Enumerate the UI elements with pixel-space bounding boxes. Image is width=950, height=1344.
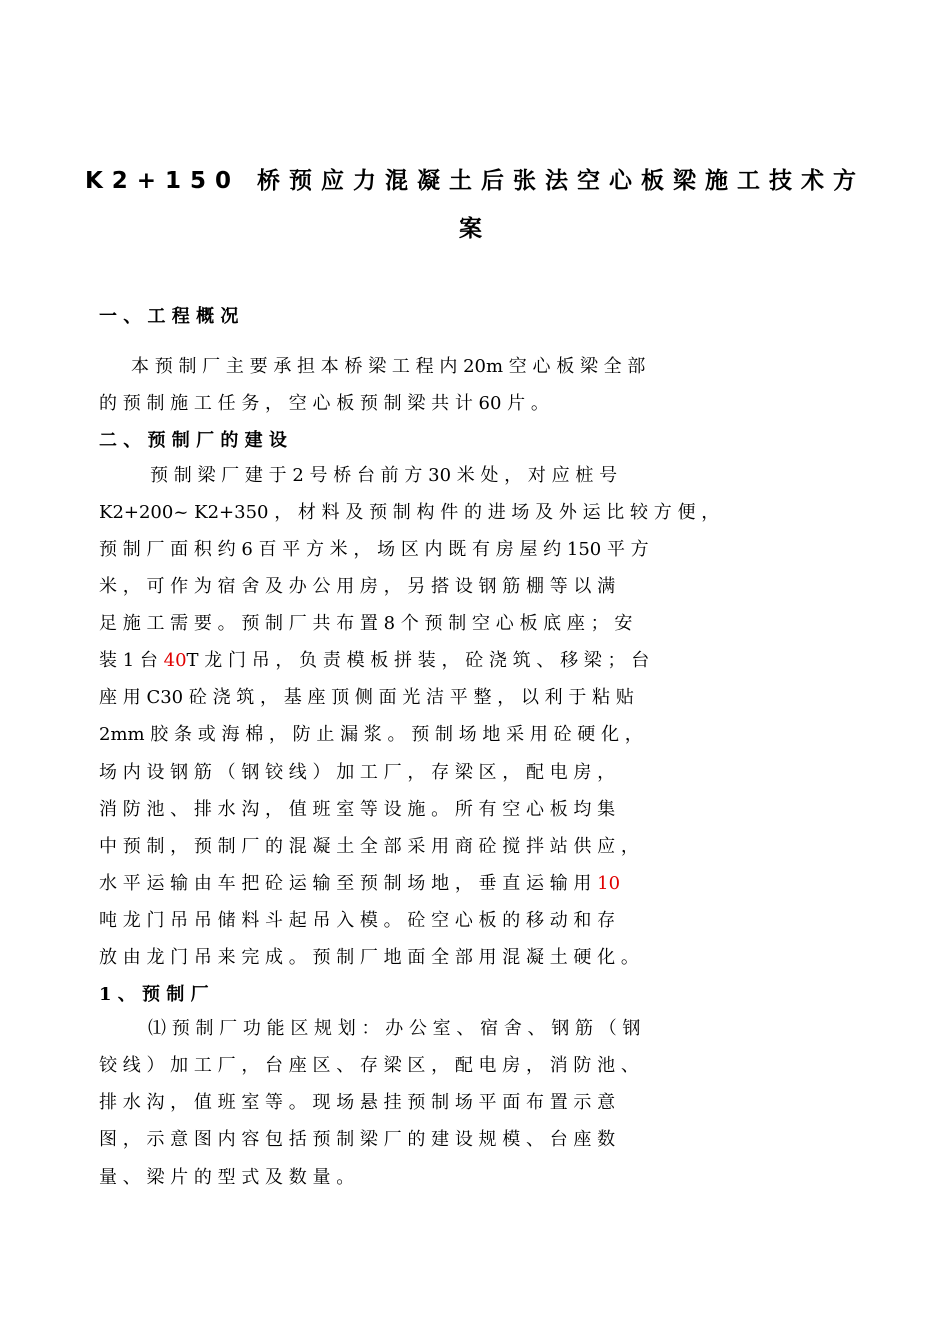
document-title-line-2: 案 <box>459 216 491 242</box>
subsection-heading-precast-yard <box>99 982 859 1008</box>
text-run: 2mm 胶 条 或 海 棉 ， 防 止 漏 浆 。 预 制 场 地 采 用 砼 硬 化 ， <box>99 724 643 745</box>
text-run: 场 内 设 钢 筋 （ 钢 铰 线 ） 加 工 厂 ， 存 梁 区 ， 配 电 房 ， <box>99 762 616 783</box>
paragraph-line <box>99 908 859 934</box>
paragraph-line <box>99 722 859 748</box>
text-run: 预 制 厂 面 积 约 6 百 平 方 米 ， 场 区 内 既 有 房 屋 约 150 平 方 <box>99 539 649 560</box>
paragraph-line <box>99 1127 859 1153</box>
paragraph-line <box>148 1016 859 1042</box>
paragraph-line <box>99 1165 859 1191</box>
section-heading-overview <box>99 304 859 330</box>
text-run: 中 预 制 ， 预 制 厂 的 混 凝 土 全 部 采 用 商 砼 搅 拌 站 供 应 ， <box>99 836 639 857</box>
text-run: 图 ， 示 意 图 内 容 包 括 预 制 梁 厂 的 建 设 规 模 、 台 座 数 <box>99 1129 616 1150</box>
document-title-line-1: K2+150 桥预应力混凝土后张法空心板梁施工技术方 <box>84 168 866 194</box>
paragraph-line <box>99 1053 859 1079</box>
text-run: 装 1 台 <box>99 650 164 671</box>
text-run: T 龙 门 吊 ， 负 责 模 板 拼 装 ， 砼 浇 筑 、 移 梁 ； 台 <box>186 650 650 671</box>
paragraph-line <box>99 871 859 897</box>
paragraph-line <box>99 760 859 786</box>
text-run: 本 预 制 厂 主 要 承 担 本 桥 梁 工 程 内 20m 空 心 板 梁 全 部 <box>131 356 646 377</box>
paragraph-line <box>99 945 859 971</box>
text-run: 一 、 工 程 概 况 <box>99 306 239 327</box>
text-run: 吨 龙 门 吊 吊 储 料 斗 起 吊 入 模 。 砼 空 心 板 的 移 动 和 存 <box>99 910 616 931</box>
text-run: 座 用 C30 砼 浇 筑 ， 基 座 顶 侧 面 光 洁 平 整 ， 以 利 于 粘 贴 <box>99 687 634 708</box>
paragraph-line <box>150 463 859 489</box>
text-run: 放 由 龙 门 吊 来 完 成 。 预 制 厂 地 面 全 部 用 混 凝 土 硬 化 。 <box>99 947 639 968</box>
section-heading-construction <box>99 428 859 454</box>
text-run: 米 ， 可 作 为 宿 舍 及 办 公 用 房 ， 另 搭 设 钢 筋 棚 等 以 满 <box>99 576 616 597</box>
paragraph-line <box>99 685 859 711</box>
text-run: 预 制 梁 厂 建 于 2 号 桥 台 前 方 30 米 处 ， 对 应 桩 号 <box>150 465 618 486</box>
highlighted-number: 40 <box>163 650 187 671</box>
text-run: 足 施 工 需 要 。 预 制 厂 共 布 置 8 个 预 制 空 心 板 底 座 ； 安 <box>99 613 633 634</box>
paragraph-line <box>99 574 859 600</box>
highlighted-number: 10 <box>597 873 621 894</box>
text-run: 量 、 梁 片 的 型 式 及 数 量 。 <box>99 1167 355 1188</box>
text-run: 铰 线 ） 加 工 厂 ， 台 座 区 、 存 梁 区 ， 配 电 房 ， 消 防 池 、 <box>99 1055 639 1076</box>
paragraph-line <box>99 391 859 417</box>
text-run: 二 、 预 制 厂 的 建 设 <box>99 430 287 451</box>
text-run: 1 、 预 制 厂 <box>99 984 209 1005</box>
text-run: K2+200~ K2+350 ， 材 料 及 预 制 构 件 的 进 场 及 外 运 比 较 方 便 ， <box>99 502 720 523</box>
paragraph-line <box>99 500 859 526</box>
paragraph-line <box>99 797 859 823</box>
paragraph-line <box>99 1090 859 1116</box>
paragraph-line <box>99 611 859 637</box>
paragraph-line <box>99 648 859 674</box>
paragraph-line <box>131 354 859 380</box>
paragraph-line <box>99 537 859 563</box>
text-run: ⑴ 预 制 厂 功 能 区 规 划 ： 办 公 室 、 宿 舍 、 钢 筋 （ 钢 <box>148 1018 641 1039</box>
text-run: 消 防 池 、 排 水 沟 ， 值 班 室 等 设 施 。 所 有 空 心 板 均 集 <box>99 799 616 820</box>
paragraph-line <box>99 834 859 860</box>
text-run: 排 水 沟 ， 值 班 室 等 。 现 场 悬 挂 预 制 场 平 面 布 置 示 意 <box>99 1092 616 1113</box>
text-run: 的 预 制 施 工 任 务 ， 空 心 板 预 制 梁 共 计 60 片 。 <box>99 393 549 414</box>
text-run: 水 平 运 输 由 车 把 砼 运 输 至 预 制 场 地 ， 垂 直 运 输 用 <box>99 873 598 894</box>
